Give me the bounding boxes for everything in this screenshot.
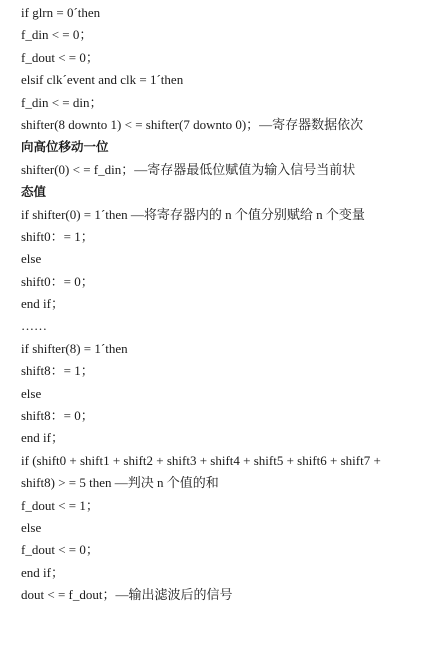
code-line: end if； [21,430,64,446]
code-line: f_din < = din； [21,94,103,110]
code-line-with-comment: dout < = f_dout；—输出滤波后的信号 [21,587,233,603]
code-line: shift8：= 1； [21,363,94,379]
code-line: if shifter(8) = 1´then [21,340,128,356]
code-line: else [21,519,42,535]
code-line: f_dout < = 1； [21,497,99,513]
code-line: shift8：= 0； [21,408,94,424]
code-line: if (shift0 + shift1 + shift2 + shift3 + shift4 + shift5 + shift6 + shift7 + [21,452,381,468]
code-line: end if； [21,564,64,580]
code-line: end if； [21,296,64,312]
code-line: if glrn = 0´then [21,5,101,20]
comment-continuation: 态值 [21,184,47,200]
code-line: f_dout < = 0； [21,49,99,65]
code-line-with-comment: shift8) > = 5 then —判决 n 个值的和 [21,475,219,491]
code-line: elsif clk´event and clk = 1´then [21,72,184,88]
code-line-with-comment: if shifter(0) = 1´then —将寄存器内的 n 个值分别赋给 n 个变量 [21,206,365,222]
code-line: f_dout < = 0； [21,542,99,558]
code-line: f_din < = 0； [21,27,93,43]
code-line: shift0：= 1； [21,228,94,244]
code-line: else [21,385,42,401]
ellipsis-line: …… [21,318,47,334]
code-line: shift0：= 0； [21,273,94,289]
code-line-with-comment: shifter(0) < = f_din；—寄存器最低位赋值为输入信号当前状 [21,161,356,177]
code-line-with-comment: shifter(8 downto 1) < = shifter(7 downto 0)；—寄存器数据依次 [21,116,364,132]
comment-continuation: 向高位移动一位 [21,139,109,155]
code-line: else [21,251,42,267]
